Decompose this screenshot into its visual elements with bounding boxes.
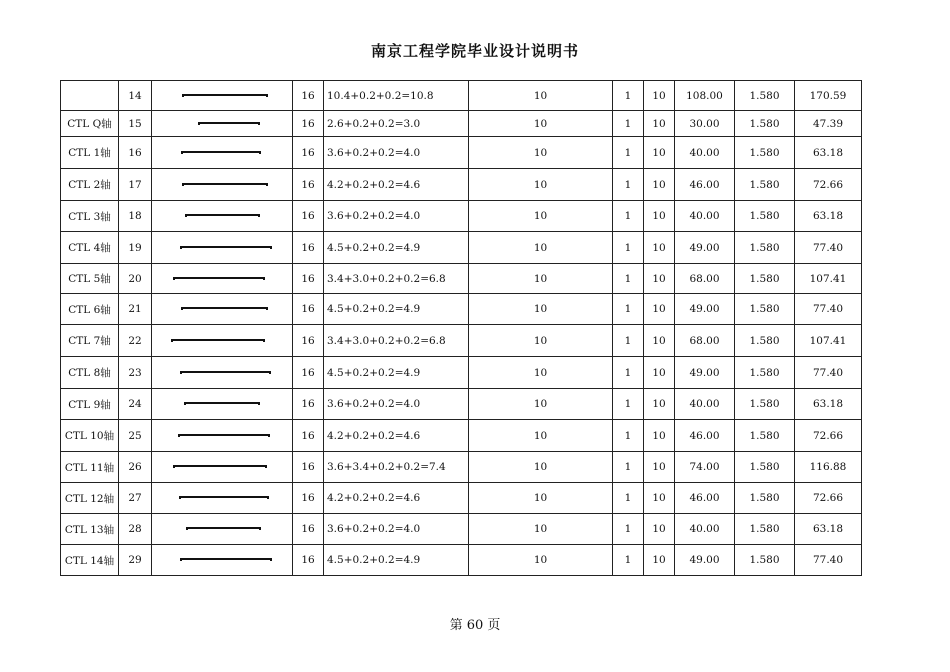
cell-total: 10 bbox=[644, 264, 675, 294]
table-row bbox=[61, 325, 862, 357]
rebar-shape-sketch bbox=[180, 558, 272, 561]
cell-formula: 4.2+0.2+0.2=4.6 bbox=[324, 483, 469, 514]
cell-count2: 1 bbox=[613, 81, 644, 111]
cell-count1: 10 bbox=[469, 111, 613, 137]
table-row bbox=[61, 232, 862, 264]
cell-length: 46.00 bbox=[675, 483, 735, 514]
cell-unit-weight: 1.580 bbox=[735, 294, 795, 325]
cell-no: 26 bbox=[119, 452, 152, 483]
cell-count2: 1 bbox=[613, 325, 644, 357]
cell-count2: 1 bbox=[613, 420, 644, 452]
cell-count1: 10 bbox=[469, 357, 613, 389]
cell-length: 49.00 bbox=[675, 294, 735, 325]
rebar-shape-cell bbox=[152, 232, 293, 264]
table-row bbox=[61, 452, 862, 483]
cell-total: 10 bbox=[644, 389, 675, 420]
cell-count1: 10 bbox=[469, 545, 613, 576]
cell-count2: 1 bbox=[613, 232, 644, 264]
cell-weight: 63.18 bbox=[795, 389, 862, 420]
cell-count2: 1 bbox=[613, 514, 644, 545]
rebar-shape-cell bbox=[152, 420, 293, 452]
table-body bbox=[61, 81, 862, 576]
cell-no: 24 bbox=[119, 389, 152, 420]
cell-no: 28 bbox=[119, 514, 152, 545]
rebar-shape-cell bbox=[152, 81, 293, 111]
cell-weight: 63.18 bbox=[795, 201, 862, 232]
cell-name: CTL 4轴 bbox=[61, 232, 119, 264]
rebar-shape-sketch bbox=[171, 339, 265, 342]
cell-count2: 1 bbox=[613, 169, 644, 201]
cell-formula: 3.6+0.2+0.2=4.0 bbox=[324, 514, 469, 545]
rebar-shape-cell bbox=[152, 389, 293, 420]
cell-count2: 1 bbox=[613, 137, 644, 169]
cell-weight: 72.66 bbox=[795, 169, 862, 201]
rebar-shape-sketch bbox=[198, 122, 260, 125]
rebar-shape-cell bbox=[152, 452, 293, 483]
cell-weight: 47.39 bbox=[795, 111, 862, 137]
cell-total: 10 bbox=[644, 357, 675, 389]
cell-weight: 77.40 bbox=[795, 294, 862, 325]
cell-unit-weight: 1.580 bbox=[735, 357, 795, 389]
cell-count1: 10 bbox=[469, 420, 613, 452]
cell-formula: 10.4+0.2+0.2=10.8 bbox=[324, 81, 469, 111]
cell-no: 20 bbox=[119, 264, 152, 294]
rebar-shape-sketch bbox=[181, 151, 261, 154]
rebar-shape-sketch bbox=[184, 402, 260, 405]
table-row bbox=[61, 264, 862, 294]
cell-formula: 3.6+0.2+0.2=4.0 bbox=[324, 389, 469, 420]
cell-weight: 77.40 bbox=[795, 357, 862, 389]
rebar-shape-cell bbox=[152, 325, 293, 357]
cell-count1: 10 bbox=[469, 452, 613, 483]
cell-no: 19 bbox=[119, 232, 152, 264]
cell-dia: 16 bbox=[293, 137, 324, 169]
cell-weight: 107.41 bbox=[795, 325, 862, 357]
cell-name: CTL 14轴 bbox=[61, 545, 119, 576]
cell-name: CTL 6轴 bbox=[61, 294, 119, 325]
cell-total: 10 bbox=[644, 137, 675, 169]
cell-unit-weight: 1.580 bbox=[735, 452, 795, 483]
table-row bbox=[61, 357, 862, 389]
page-number: 第 60 页 bbox=[449, 618, 501, 633]
cell-count1: 10 bbox=[469, 294, 613, 325]
cell-weight: 63.18 bbox=[795, 514, 862, 545]
cell-total: 10 bbox=[644, 514, 675, 545]
cell-unit-weight: 1.580 bbox=[735, 483, 795, 514]
table-row bbox=[61, 111, 862, 137]
cell-count2: 1 bbox=[613, 201, 644, 232]
cell-no: 16 bbox=[119, 137, 152, 169]
cell-count1: 10 bbox=[469, 81, 613, 111]
cell-weight: 77.40 bbox=[795, 232, 862, 264]
cell-unit-weight: 1.580 bbox=[735, 81, 795, 111]
cell-dia: 16 bbox=[293, 169, 324, 201]
cell-no: 21 bbox=[119, 294, 152, 325]
table-row bbox=[61, 545, 862, 576]
cell-total: 10 bbox=[644, 232, 675, 264]
cell-dia: 16 bbox=[293, 232, 324, 264]
cell-unit-weight: 1.580 bbox=[735, 545, 795, 576]
cell-length: 68.00 bbox=[675, 325, 735, 357]
cell-count1: 10 bbox=[469, 232, 613, 264]
rebar-shape-cell bbox=[152, 111, 293, 137]
cell-total: 10 bbox=[644, 452, 675, 483]
page-title: 南京工程学院毕业设计说明书 bbox=[370, 42, 579, 60]
rebar-shape-sketch bbox=[179, 496, 269, 499]
cell-total: 10 bbox=[644, 483, 675, 514]
cell-count1: 10 bbox=[469, 169, 613, 201]
cell-dia: 16 bbox=[293, 264, 324, 294]
cell-name: CTL 3轴 bbox=[61, 201, 119, 232]
cell-unit-weight: 1.580 bbox=[735, 514, 795, 545]
table-row bbox=[61, 294, 862, 325]
cell-name: CTL 9轴 bbox=[61, 389, 119, 420]
cell-formula: 3.4+3.0+0.2+0.2=6.8 bbox=[324, 325, 469, 357]
rebar-shape-cell bbox=[152, 264, 293, 294]
cell-formula: 4.5+0.2+0.2=4.9 bbox=[324, 294, 469, 325]
cell-unit-weight: 1.580 bbox=[735, 420, 795, 452]
cell-dia: 16 bbox=[293, 81, 324, 111]
cell-no: 15 bbox=[119, 111, 152, 137]
cell-count2: 1 bbox=[613, 389, 644, 420]
cell-total: 10 bbox=[644, 545, 675, 576]
cell-no: 18 bbox=[119, 201, 152, 232]
cell-name: CTL 5轴 bbox=[61, 264, 119, 294]
cell-count1: 10 bbox=[469, 264, 613, 294]
cell-name: CTL 10轴 bbox=[61, 420, 119, 452]
cell-length: 30.00 bbox=[675, 111, 735, 137]
rebar-shape-sketch bbox=[178, 434, 270, 437]
rebar-shape-cell bbox=[152, 294, 293, 325]
rebar-shape-sketch bbox=[186, 527, 261, 530]
cell-weight: 170.59 bbox=[795, 81, 862, 111]
cell-count2: 1 bbox=[613, 111, 644, 137]
cell-count1: 10 bbox=[469, 514, 613, 545]
rebar-shape-sketch bbox=[173, 277, 265, 280]
cell-length: 46.00 bbox=[675, 169, 735, 201]
cell-length: 68.00 bbox=[675, 264, 735, 294]
rebar-shape-sketch bbox=[181, 307, 268, 310]
cell-length: 40.00 bbox=[675, 201, 735, 232]
cell-no: 29 bbox=[119, 545, 152, 576]
cell-no: 27 bbox=[119, 483, 152, 514]
cell-name: CTL 2轴 bbox=[61, 169, 119, 201]
cell-formula: 3.6+3.4+0.2+0.2=7.4 bbox=[324, 452, 469, 483]
cell-formula: 4.5+0.2+0.2=4.9 bbox=[324, 357, 469, 389]
rebar-shape-sketch bbox=[182, 183, 268, 186]
cell-count1: 10 bbox=[469, 137, 613, 169]
cell-unit-weight: 1.580 bbox=[735, 201, 795, 232]
cell-total: 10 bbox=[644, 294, 675, 325]
cell-weight: 107.41 bbox=[795, 264, 862, 294]
rebar-shape-cell bbox=[152, 483, 293, 514]
cell-dia: 16 bbox=[293, 514, 324, 545]
cell-total: 10 bbox=[644, 420, 675, 452]
table-row bbox=[61, 81, 862, 111]
cell-dia: 16 bbox=[293, 483, 324, 514]
cell-unit-weight: 1.580 bbox=[735, 111, 795, 137]
rebar-shape-cell bbox=[152, 169, 293, 201]
table-row bbox=[61, 169, 862, 201]
rebar-shape-cell bbox=[152, 514, 293, 545]
cell-no: 22 bbox=[119, 325, 152, 357]
cell-count2: 1 bbox=[613, 452, 644, 483]
cell-unit-weight: 1.580 bbox=[735, 325, 795, 357]
cell-name: CTL 12轴 bbox=[61, 483, 119, 514]
table-row bbox=[61, 420, 862, 452]
cell-length: 40.00 bbox=[675, 137, 735, 169]
cell-total: 10 bbox=[644, 325, 675, 357]
cell-name: CTL 7轴 bbox=[61, 325, 119, 357]
cell-dia: 16 bbox=[293, 420, 324, 452]
table-row bbox=[61, 137, 862, 169]
cell-formula: 3.6+0.2+0.2=4.0 bbox=[324, 201, 469, 232]
cell-count2: 1 bbox=[613, 483, 644, 514]
cell-no: 23 bbox=[119, 357, 152, 389]
cell-formula: 2.6+0.2+0.2=3.0 bbox=[324, 111, 469, 137]
rebar-shape-cell bbox=[152, 357, 293, 389]
cell-length: 108.00 bbox=[675, 81, 735, 111]
cell-name: CTL 13轴 bbox=[61, 514, 119, 545]
cell-dia: 16 bbox=[293, 357, 324, 389]
cell-weight: 72.66 bbox=[795, 483, 862, 514]
cell-unit-weight: 1.580 bbox=[735, 169, 795, 201]
cell-count2: 1 bbox=[613, 264, 644, 294]
table-row bbox=[61, 389, 862, 420]
rebar-shape-cell bbox=[152, 137, 293, 169]
cell-length: 49.00 bbox=[675, 232, 735, 264]
cell-no: 14 bbox=[119, 81, 152, 111]
cell-dia: 16 bbox=[293, 294, 324, 325]
cell-name: CTL 1轴 bbox=[61, 137, 119, 169]
cell-formula: 3.4+3.0+0.2+0.2=6.8 bbox=[324, 264, 469, 294]
cell-dia: 16 bbox=[293, 111, 324, 137]
cell-formula: 4.5+0.2+0.2=4.9 bbox=[324, 545, 469, 576]
cell-length: 46.00 bbox=[675, 420, 735, 452]
table-row bbox=[61, 514, 862, 545]
cell-count2: 1 bbox=[613, 357, 644, 389]
cell-weight: 72.66 bbox=[795, 420, 862, 452]
rebar-shape-sketch bbox=[185, 214, 260, 217]
cell-no: 25 bbox=[119, 420, 152, 452]
rebar-shape-cell bbox=[152, 545, 293, 576]
rebar-schedule-table bbox=[60, 80, 862, 576]
cell-count1: 10 bbox=[469, 325, 613, 357]
cell-count1: 10 bbox=[469, 389, 613, 420]
cell-weight: 116.88 bbox=[795, 452, 862, 483]
cell-count1: 10 bbox=[469, 201, 613, 232]
cell-total: 10 bbox=[644, 81, 675, 111]
cell-dia: 16 bbox=[293, 545, 324, 576]
cell-count2: 1 bbox=[613, 294, 644, 325]
cell-name: CTL 8轴 bbox=[61, 357, 119, 389]
cell-total: 10 bbox=[644, 201, 675, 232]
cell-length: 74.00 bbox=[675, 452, 735, 483]
table-row bbox=[61, 483, 862, 514]
cell-total: 10 bbox=[644, 169, 675, 201]
table-row bbox=[61, 201, 862, 232]
cell-unit-weight: 1.580 bbox=[735, 137, 795, 169]
rebar-shape-sketch bbox=[182, 94, 268, 97]
cell-weight: 77.40 bbox=[795, 545, 862, 576]
cell-length: 49.00 bbox=[675, 357, 735, 389]
cell-count1: 10 bbox=[469, 483, 613, 514]
cell-formula: 4.5+0.2+0.2=4.9 bbox=[324, 232, 469, 264]
cell-total: 10 bbox=[644, 111, 675, 137]
cell-dia: 16 bbox=[293, 452, 324, 483]
cell-count2: 1 bbox=[613, 545, 644, 576]
cell-formula: 4.2+0.2+0.2=4.6 bbox=[324, 169, 469, 201]
cell-name: CTL Q轴 bbox=[61, 111, 119, 137]
cell-name bbox=[61, 81, 119, 111]
rebar-shape-cell bbox=[152, 201, 293, 232]
cell-unit-weight: 1.580 bbox=[735, 232, 795, 264]
cell-length: 40.00 bbox=[675, 389, 735, 420]
cell-unit-weight: 1.580 bbox=[735, 389, 795, 420]
cell-dia: 16 bbox=[293, 389, 324, 420]
cell-no: 17 bbox=[119, 169, 152, 201]
cell-formula: 3.6+0.2+0.2=4.0 bbox=[324, 137, 469, 169]
rebar-shape-sketch bbox=[173, 465, 267, 468]
cell-unit-weight: 1.580 bbox=[735, 264, 795, 294]
cell-formula: 4.2+0.2+0.2=4.6 bbox=[324, 420, 469, 452]
cell-name: CTL 11轴 bbox=[61, 452, 119, 483]
cell-length: 49.00 bbox=[675, 545, 735, 576]
rebar-shape-sketch bbox=[180, 371, 271, 374]
cell-length: 40.00 bbox=[675, 514, 735, 545]
rebar-shape-sketch bbox=[180, 246, 272, 249]
cell-weight: 63.18 bbox=[795, 137, 862, 169]
cell-dia: 16 bbox=[293, 201, 324, 232]
cell-dia: 16 bbox=[293, 325, 324, 357]
